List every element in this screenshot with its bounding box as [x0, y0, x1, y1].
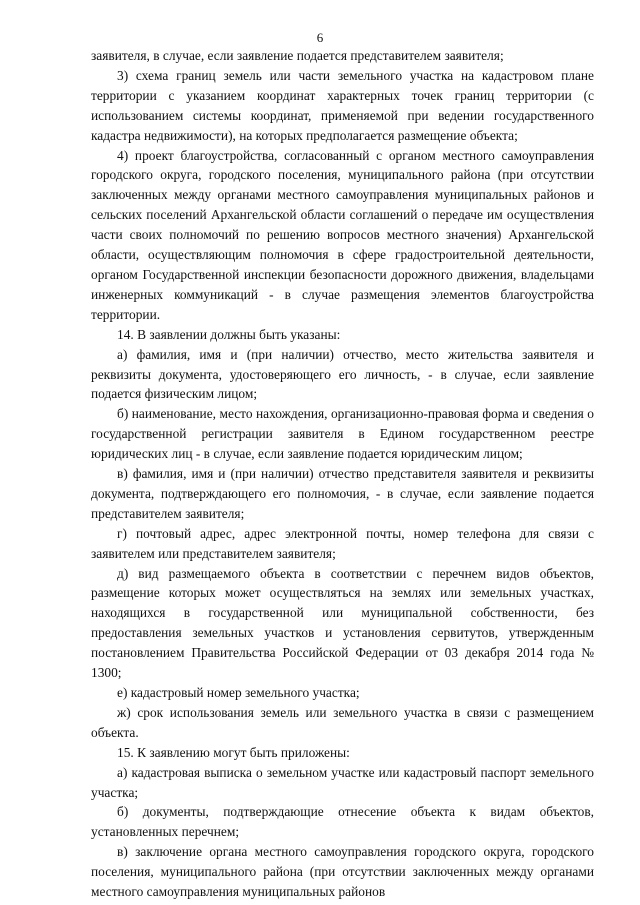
paragraph-14-a: а) фамилия, имя и (при наличии) отчество, место жительства заявителя и реквизиты документа, удостоверяющего его личность, - в случае, если заявление подается физическим лицом;	[91, 346, 594, 402]
paragraph-15-v: в) заключение органа местного самоуправления городского округа, городского поселения, муниципального района (при отсутствии заключенных между органами местного самоуправления муниципальных районов	[91, 844, 594, 900]
paragraph-14-v: в) фамилия, имя и (при наличии) отчество представителя заявителя и реквизиты документа, подтверждающего его полномочия, - в случае, если заявление подается представителем заявителя;	[91, 466, 594, 521]
paragraph-item-3: 3) схема границ земель или части земельного участка на кадастровом плане территории с указанием координат характерных точек границ территории (с использованием системы координат, применяемой при ведении государственного кадастра недвижимости), на которых предполагается размещение объекта;	[91, 67, 594, 143]
paragraph-15-b: б) документы, подтверждающие отнесение объекта к видам объектов, установленных перечнем;	[91, 804, 594, 840]
paragraph-section-15: 15. К заявлению могут быть приложены:	[117, 744, 350, 760]
paragraph-14-e: е) кадастровый номер земельного участка;	[117, 685, 360, 700]
paragraph-14-g: г) почтовый адрес, адрес электронной почты, номер телефона для связи с заявителем или представителем заявителя;	[91, 525, 594, 561]
paragraph-14-b: б) наименование, место нахождения, организационно-правовая форма и сведения о государственной регистрации заявителя в Едином государственном реестре юридических лиц - в случае, если заявление подается юридическим лицом;	[91, 406, 594, 462]
paragraph-continuation: заявителя, в случае, если заявление подается представителем заявителя;	[91, 48, 504, 63]
paragraph-14-d: д) вид размещаемого объекта в соответствии с перечнем видов объектов, размещение которых может осуществляться на землях или земельных участках, находящихся в государственной или муниципальной собственности, без предоставления земельных участков и установления сервитутов, утвержденным постановлением Правительства Российской Федерации от 03 декабря 2014 года № 1300;	[91, 565, 594, 681]
page-number: 6	[316, 30, 324, 45]
document-body	[91, 46, 594, 902]
paragraph-section-14: 14. В заявлении должны быть указаны:	[117, 326, 341, 342]
paragraph-item-4: 4) проект благоустройства, согласованный с органом местного самоуправления городского округа, городского поселения, муниципального района (при отсутствии заключенных между органами местного самоуправления муниципальных районов и сельских поселений Архангельской области соглашений о передаче им осуществления части своих полномочий по решению вопросов местного значения) Архангельской области, осуществляющим полномочия в сфере градостроительной деятельности, органом Государственной инспекции безопасности дорожного движения, владельцами инженерных коммуникаций - в случае размещения элементов благоустройства территории.	[91, 147, 594, 322]
paragraph-14-zh: ж) срок использования земель или земельного участка в связи с размещением объекта.	[91, 704, 594, 740]
paragraph-15-a: а) кадастровая выписка о земельном участке или кадастровый паспорт земельного участка;	[91, 764, 594, 800]
